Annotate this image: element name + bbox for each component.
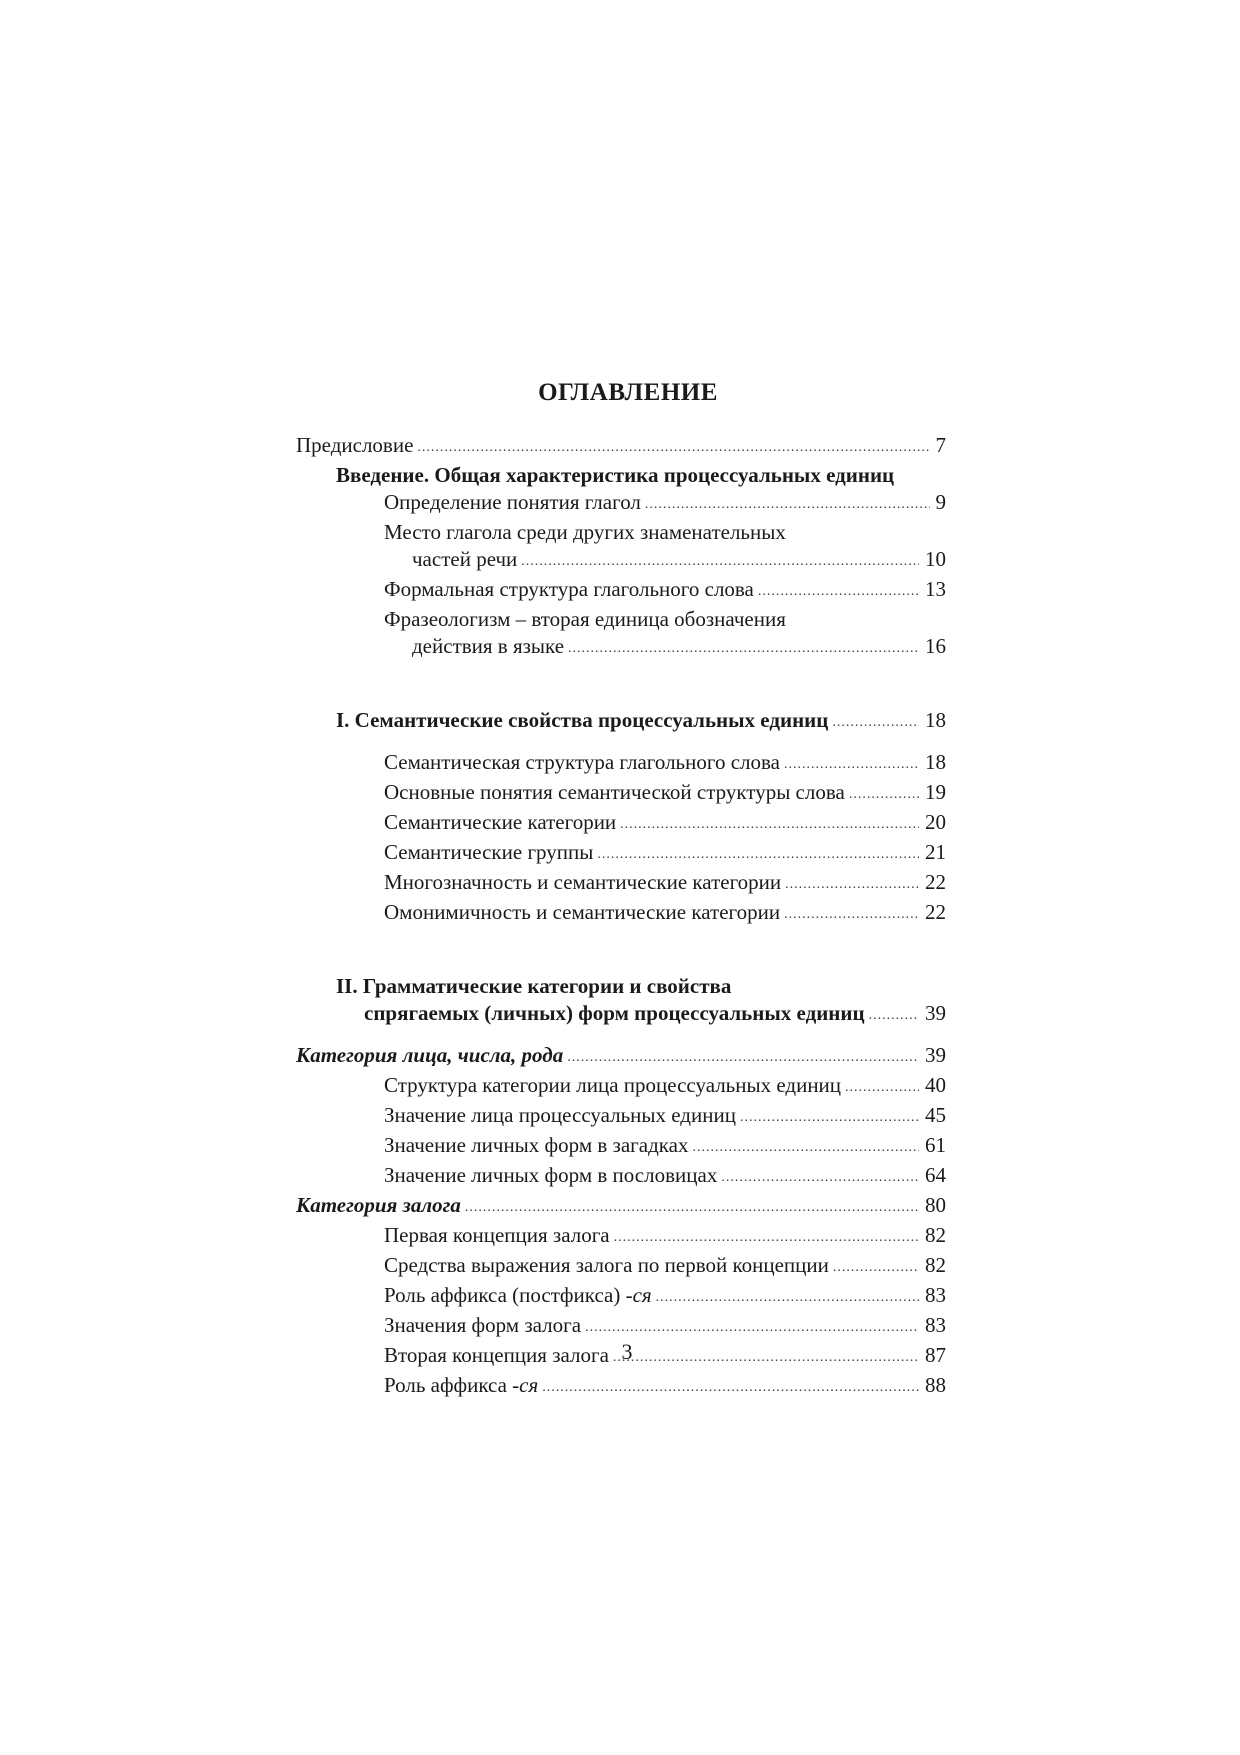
toc-entry-text: [384, 1282, 652, 1309]
toc-entry-text: частей речи: [412, 547, 518, 571]
dot-leader: [620, 811, 919, 838]
toc-chapter-2-heading-line1: II. Грамматические категории и свойства: [336, 974, 732, 998]
toc-entry[interactable]: [296, 1132, 946, 1162]
toc-page-number: 83: [925, 1283, 946, 1307]
toc-section-person[interactable]: [296, 1042, 946, 1072]
affix-text: -ся: [625, 1283, 652, 1307]
toc-chapter-heading: спрягаемых (личных) форм процессуальных единиц: [364, 1001, 865, 1025]
toc-page-number: 87: [925, 1343, 946, 1367]
dot-leader: [417, 434, 929, 461]
page-title: ОГЛАВЛЕНИЕ: [538, 379, 718, 406]
toc-page-number: 22: [925, 900, 946, 924]
toc-entry-preface[interactable]: [296, 432, 946, 462]
toc-entry-text: Значение личных форм в загадках: [384, 1133, 689, 1157]
toc-page-number: 21: [925, 840, 946, 864]
toc-entry-text-main: Роль аффикса (постфикса): [384, 1283, 626, 1307]
toc-entry[interactable]: [296, 489, 946, 519]
toc-chapter-2[interactable]: [296, 1000, 946, 1030]
dot-leader: [692, 1134, 919, 1161]
toc-page-number: 19: [925, 780, 946, 804]
toc-intro-heading: Введение. Общая характеристика процессуальных единиц: [336, 463, 895, 487]
dot-leader: [614, 1224, 919, 1251]
dot-leader: [784, 901, 919, 928]
affix-text: -ся: [512, 1373, 539, 1397]
toc-entry-line: Фразеологизм – вторая единица обозначения: [384, 607, 786, 631]
dot-leader: [465, 1194, 919, 1221]
dot-leader: [832, 709, 919, 736]
dot-leader: [784, 751, 919, 778]
toc-page-number: 9: [935, 490, 946, 514]
toc-entry[interactable]: [296, 839, 946, 869]
toc-page-number: 40: [925, 1073, 946, 1097]
toc-entry-text: Многозначность и семантические категории: [384, 870, 782, 894]
toc-page-number: 82: [925, 1253, 946, 1277]
dot-leader: [845, 1074, 919, 1101]
toc-entry-text: Средства выражения залога по первой концепции: [384, 1253, 829, 1277]
toc-entry-text: Предисловие: [296, 433, 414, 457]
dot-leader: [740, 1104, 919, 1131]
toc-section-voice[interactable]: [296, 1192, 946, 1222]
table-of-contents: [296, 378, 946, 1402]
toc-chapter-heading: I. Семантические свойства процессуальных единиц: [336, 708, 829, 732]
spacer: [296, 1030, 946, 1042]
toc-page-number: 64: [925, 1163, 946, 1187]
toc-entry[interactable]: [296, 779, 946, 809]
toc-chapter-1[interactable]: [296, 707, 946, 737]
toc-page-number: 16: [925, 634, 946, 658]
toc-page-number: 82: [925, 1223, 946, 1247]
toc-entry[interactable]: [296, 1282, 946, 1312]
toc-page-number: 80: [925, 1193, 946, 1217]
toc-entry[interactable]: [296, 1312, 946, 1342]
toc-entry-text: Значение личных форм в пословицах: [384, 1163, 718, 1187]
toc-entry-text: Вторая концепция залога: [384, 1343, 609, 1367]
dot-leader: [721, 1164, 919, 1191]
toc-page-number: 10: [925, 547, 946, 571]
dot-leader: [645, 491, 930, 518]
toc-page-number: 61: [925, 1133, 946, 1157]
toc-entry[interactable]: [296, 1162, 946, 1192]
toc-entry[interactable]: [296, 1372, 946, 1402]
toc-page-number: 88: [925, 1373, 946, 1397]
toc-entry[interactable]: [296, 869, 946, 899]
dot-leader: [542, 1374, 919, 1401]
toc-entry[interactable]: [296, 633, 946, 663]
toc-entry-text: Определение понятия глагол: [384, 490, 641, 514]
toc-entry-text: Семантические группы: [384, 840, 594, 864]
dot-leader: [869, 1002, 919, 1029]
toc-page-number: 20: [925, 810, 946, 834]
toc-entry[interactable]: [296, 1252, 946, 1282]
dot-leader: [521, 548, 919, 575]
toc-entry-text: Формальная структура глагольного слова: [384, 577, 754, 601]
toc-entry-text: Структура категории лица процессуальных единиц: [384, 1073, 842, 1097]
spacer: [296, 737, 946, 749]
toc-entry-text: Омонимичность и семантические категории: [384, 900, 781, 924]
toc-page-number: 18: [925, 750, 946, 774]
toc-page-number: 22: [925, 870, 946, 894]
toc-entry[interactable]: [296, 1102, 946, 1132]
toc-entry-text: Первая концепция залога: [384, 1223, 610, 1247]
dot-leader: [568, 635, 919, 662]
toc-entry-text-main: Роль аффикса: [384, 1373, 513, 1397]
toc-page-number: 18: [925, 708, 946, 732]
toc-entry-text: Значения форм залога: [384, 1313, 582, 1337]
toc-page-number: 45: [925, 1103, 946, 1127]
dot-leader: [758, 578, 919, 605]
spacer: [296, 929, 946, 973]
dot-leader: [785, 871, 919, 898]
toc-section-heading: Категория лица, числа, рода: [296, 1043, 564, 1067]
toc-entry[interactable]: [296, 576, 946, 606]
toc-page-number: 39: [925, 1043, 946, 1067]
dot-leader: [849, 781, 919, 808]
toc-entry-text: Семантическая структура глагольного слова: [384, 750, 780, 774]
toc-entry[interactable]: [296, 749, 946, 779]
dot-leader: [585, 1314, 919, 1341]
toc-entry[interactable]: [296, 809, 946, 839]
toc-page-number: 39: [925, 1001, 946, 1025]
page-number-footer: 3: [621, 1339, 633, 1364]
toc-entry-text: Значение лица процессуальных единиц: [384, 1103, 736, 1127]
toc-entry-text: Основные понятия семантической структуры слова: [384, 780, 845, 804]
toc-entry[interactable]: [296, 1072, 946, 1102]
toc-entry-text: Семантические категории: [384, 810, 617, 834]
toc-page-number: 7: [935, 433, 946, 457]
dot-leader: [567, 1044, 919, 1071]
toc-page-number: 83: [925, 1313, 946, 1337]
dot-leader: [833, 1254, 919, 1281]
toc-entry-line: Место глагола среди других знаменательных: [384, 520, 786, 544]
dot-leader: [656, 1284, 919, 1311]
toc-entry-text: действия в языке: [412, 634, 565, 658]
toc-entry[interactable]: [296, 1222, 946, 1252]
toc-entry[interactable]: [296, 899, 946, 929]
spacer: [296, 663, 946, 707]
toc-entry-text: [384, 1372, 538, 1399]
toc-entry[interactable]: [296, 546, 946, 576]
toc-page-number: 13: [925, 577, 946, 601]
dot-leader: [597, 841, 919, 868]
toc-section-heading: Категория залога: [296, 1193, 461, 1217]
